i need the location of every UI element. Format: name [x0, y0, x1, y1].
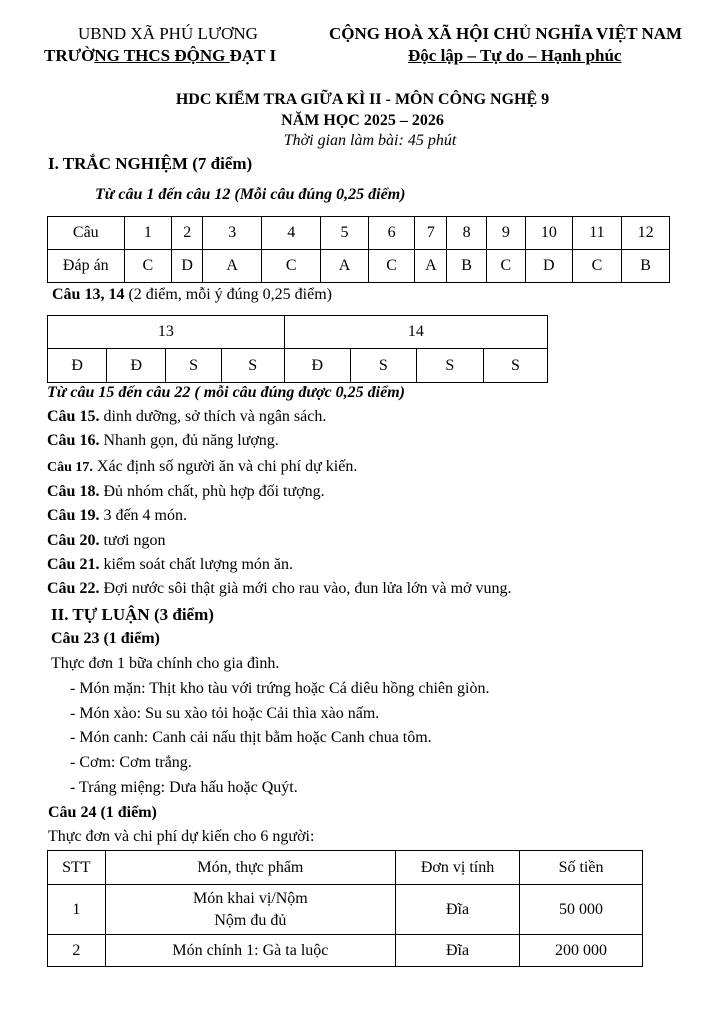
- question-number: Câu 20.: [47, 532, 100, 549]
- table-cell: Câu: [48, 217, 125, 250]
- question-number: Câu 21.: [47, 556, 100, 573]
- q24-title: Câu 24 (1 điểm): [48, 804, 157, 821]
- table-cell: D: [526, 250, 573, 283]
- table-cell: S: [221, 349, 284, 383]
- sub2-bold: Câu 13, 14: [52, 286, 125, 303]
- table-cell: Đ: [284, 349, 350, 383]
- answer-table-13-14: [47, 315, 548, 383]
- answer-line: [47, 483, 325, 501]
- table-cell: C: [368, 250, 415, 283]
- table-row-answers: [48, 250, 670, 283]
- table-cell: 9: [486, 217, 525, 250]
- table-cell: C: [572, 250, 622, 283]
- table-row: [48, 885, 643, 935]
- national-title: CỘNG HOÀ XÃ HỘI CHỦ NGHĨA VIỆT NAM: [329, 24, 683, 43]
- table-cell: Đáp án: [48, 250, 125, 283]
- table-cell: B: [447, 250, 486, 283]
- table-cell: Đ: [48, 349, 107, 383]
- table-cell: Đ: [107, 349, 166, 383]
- school-name: [44, 46, 276, 66]
- table-cell: 1: [124, 217, 172, 250]
- exam-duration: Thời gian làm bài: 45 phút: [283, 132, 457, 149]
- question-number: Câu 22.: [47, 580, 100, 597]
- table-row-questions: [48, 217, 670, 250]
- table-cell: 4: [262, 217, 321, 250]
- header-stt: STT: [48, 851, 106, 885]
- table-cell: 2: [172, 217, 203, 250]
- school-name-part-a: TRƯỜ: [44, 46, 95, 65]
- menu-item: - Món mặn: Thịt kho tàu với trứng hoặc Cá diêu hồng chiên giòn.: [70, 680, 490, 697]
- question-number: Câu 18.: [47, 483, 100, 500]
- table-cell: S: [350, 349, 416, 383]
- menu-item: - Cơm: Cơm trắng.: [70, 754, 192, 771]
- question-number: Câu 19.: [47, 507, 100, 524]
- menu-item: - Tráng miệng: Dưa hấu hoặc Quýt.: [70, 779, 298, 796]
- table-cell: S: [483, 349, 547, 383]
- row-item-line1: Món khai vị/Nộm: [193, 889, 308, 907]
- table-cell: A: [203, 250, 262, 283]
- answer-text: Đợi nước sôi thật già mới cho rau vào, đun lửa lớn và mở vung.: [99, 580, 512, 597]
- section1-sub2: [52, 286, 332, 304]
- table-cell: 8: [447, 217, 486, 250]
- table-row-answers: [48, 349, 548, 383]
- row-amount: 200 000: [520, 935, 643, 967]
- table-row: [48, 935, 643, 967]
- table-cell: S: [166, 349, 221, 383]
- table-cell: 12: [622, 217, 670, 250]
- answer-text: Xác định số người ăn và chi phí dự kiến.: [92, 458, 358, 475]
- answer-line: [47, 532, 165, 550]
- menu-item: - Món xào: Su su xào tỏi hoặc Cải thìa xào nấm.: [70, 705, 380, 722]
- table-cell: 6: [368, 217, 415, 250]
- cost-table: [47, 850, 643, 967]
- answer-line: [47, 580, 511, 598]
- menu-item: - Món canh: Canh cải nấu thịt bằm hoặc Canh chua tôm.: [70, 729, 432, 746]
- doc-title: HDC KIỂM TRA GIỮA KÌ II - MÔN CÔNG NGHỆ 9: [175, 91, 550, 108]
- table-cell: A: [415, 250, 447, 283]
- school-year: NĂM HỌC 2025 – 2026: [281, 112, 444, 129]
- section2-heading: II. TỰ LUẬN (3 điểm): [51, 605, 214, 624]
- table-cell: 14: [284, 316, 547, 349]
- header-item: Món, thực phẩm: [105, 851, 395, 885]
- q23-intro: Thực đơn 1 bữa chính cho gia đình.: [51, 655, 280, 672]
- table-header-row: [48, 851, 643, 885]
- school-authority: UBND XÃ PHÚ LƯƠNG: [78, 24, 258, 43]
- table-cell: 11: [572, 217, 622, 250]
- section1-heading: I. TRẮC NGHIỆM (7 điểm): [48, 154, 253, 173]
- answer-text: tươi ngon: [99, 532, 166, 549]
- answer-line: [47, 458, 357, 476]
- q24-intro: Thực đơn và chi phí dự kiến cho 6 người:: [48, 828, 315, 845]
- table-row-head: [48, 316, 548, 349]
- table-cell: 13: [48, 316, 285, 349]
- row-item-line2: Nộm đu đủ: [214, 911, 287, 929]
- table-cell: 3: [203, 217, 262, 250]
- question-number: Câu 17.: [47, 460, 93, 475]
- sub2-rest: (2 điểm, mỗi ý đúng 0,25 điểm): [124, 286, 332, 303]
- table-cell: 7: [415, 217, 447, 250]
- row-stt: 2: [48, 935, 106, 967]
- row-item: [105, 885, 395, 935]
- question-number: Câu 15.: [47, 408, 100, 425]
- row-amount: 50 000: [520, 885, 643, 935]
- answer-line: [47, 432, 279, 450]
- answer-table-1-12: [47, 216, 670, 283]
- table-cell: C: [124, 250, 172, 283]
- row-unit: Đĩa: [396, 885, 520, 935]
- section1-sub1: Từ câu 1 đến câu 12 (Mỗi câu đúng 0,25 điểm): [95, 186, 406, 203]
- answer-line: [47, 408, 326, 426]
- row-item: Món chính 1: Gà ta luộc: [105, 935, 395, 967]
- answer-text: kiểm soát chất lượng món ăn.: [99, 556, 293, 573]
- q23-title: Câu 23 (1 điểm): [51, 630, 160, 647]
- school-name-part-b: NG THCS ĐỘNG: [94, 46, 230, 65]
- header-unit: Đơn vị tính: [396, 851, 520, 885]
- table-cell: C: [486, 250, 525, 283]
- school-name-part-c: ĐẠT I: [229, 46, 277, 65]
- answer-line: [47, 556, 293, 574]
- answer-text: 3 đến 4 món.: [99, 507, 187, 524]
- answer-line: [47, 507, 187, 525]
- table-cell: 5: [321, 217, 369, 250]
- table-cell: D: [172, 250, 203, 283]
- section1-sub3: Từ câu 15 đến câu 22 ( mỗi câu đúng được 0,25 điểm): [47, 384, 405, 401]
- table-cell: S: [416, 349, 483, 383]
- answer-text: Nhanh gọn, đủ năng lượng.: [99, 432, 279, 449]
- header-amount: Số tiền: [520, 851, 643, 885]
- table-cell: B: [622, 250, 670, 283]
- answer-text: dinh dưỡng, sở thích và ngân sách.: [99, 408, 327, 425]
- answer-text: Đủ nhóm chất, phù hợp đối tượng.: [99, 483, 325, 500]
- table-cell: A: [321, 250, 369, 283]
- table-cell: 10: [526, 217, 573, 250]
- question-number: Câu 16.: [47, 432, 100, 449]
- row-stt: 1: [48, 885, 106, 935]
- table-cell: C: [262, 250, 321, 283]
- national-motto: Độc lập – Tự do – Hạnh phúc: [408, 46, 622, 65]
- row-unit: Đĩa: [396, 935, 520, 967]
